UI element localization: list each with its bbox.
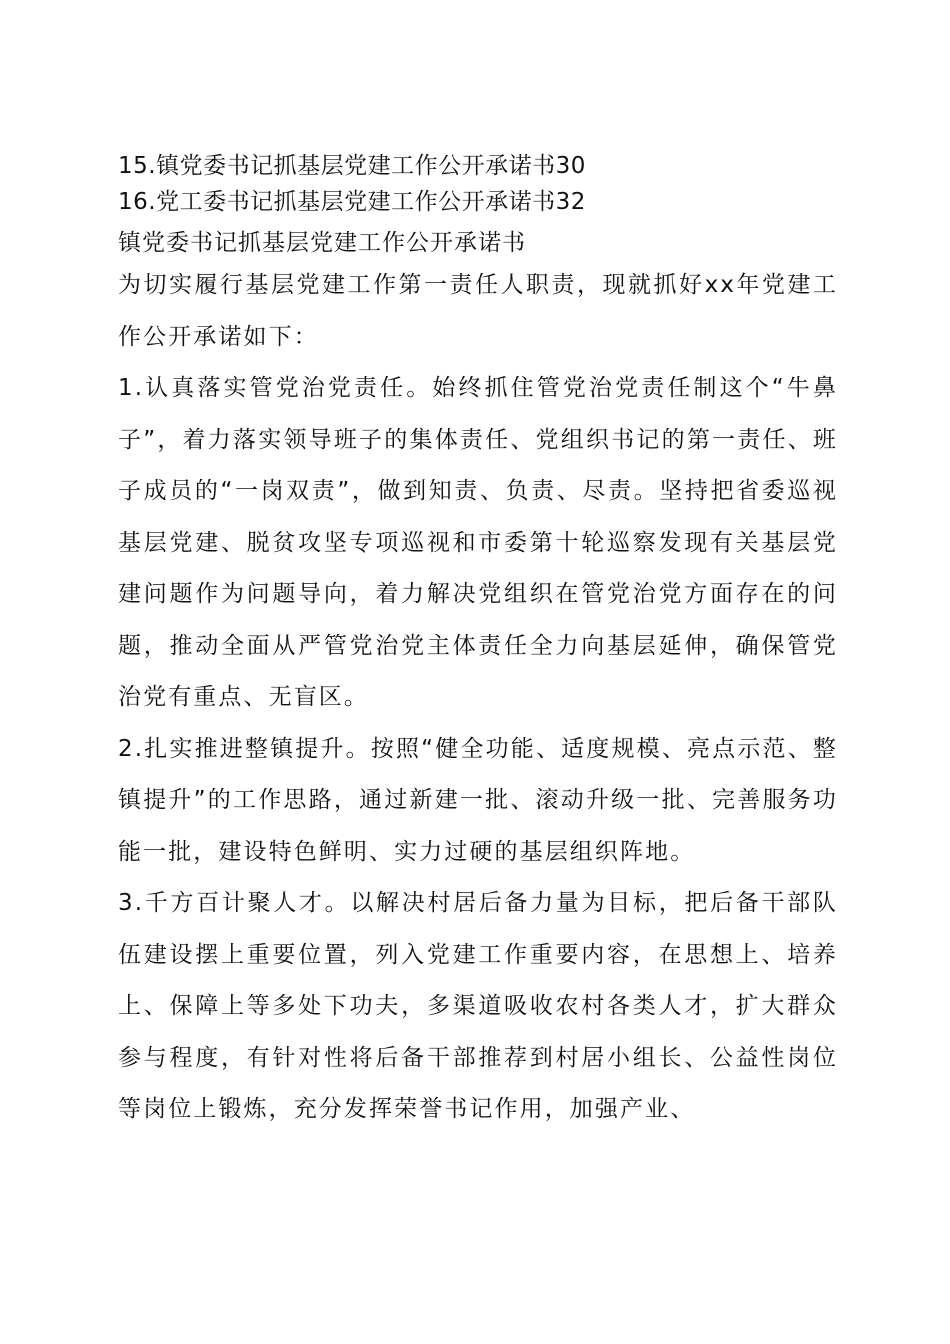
toc-entry-15: 15.镇党委书记抓基层党建工作公开承诺书30 (118, 153, 586, 179)
document-body (118, 148, 838, 1136)
toc-entry-16: 16.党工委书记抓基层党建工作公开承诺书32 (118, 189, 586, 215)
paragraph-item-1: 1.认真落实管党治党责任。始终抓住管党治党责任制这个“牛鼻子”，着力落实领导班子的集体责任、党组织书记的第一责任、班子成员的“一岗双责”，做到知责、负责、尽责。坚持把省委巡视基层党建、脱贫攻坚专项巡视和市委第十轮巡察发现有关基层党建问题作为问题导向，着力解决党组织在管党治党方面存在的问题，推动全面从严管党治党主体责任全力向基层延伸，确保管党治党有重点、无盲区。 (118, 375, 838, 710)
section-heading: 镇党委书记抓基层党建工作公开承诺书 (118, 230, 526, 256)
paragraph-item-3: 3.千方百计聚人才。以解决村居后备力量为目标，把后备干部队伍建设摆上重要位置，列入党建工作重要内容，在思想上、培养上、保障上等多处下功夫，多渠道吸收农村各类人才，扩大群众参与程度，有针对性将后备干部推荐到村居小组长、公益性岗位等岗位上锻炼，充分发挥荣誉书记作用，加强产业、 (118, 890, 838, 1122)
paragraph-item-2: 2.扎实推进整镇提升。按照“健全功能、适度规模、亮点示范、整镇提升”的工作思路，通过新建一批、滚动升级一批、完善服务功能一批，建设特色鲜明、实力过硬的基层组织阵地。 (118, 735, 838, 865)
intro-paragraph: 为切实履行基层党建工作第一责任人职责，现就抓好xx年党建工作公开承诺如下： (118, 272, 838, 350)
